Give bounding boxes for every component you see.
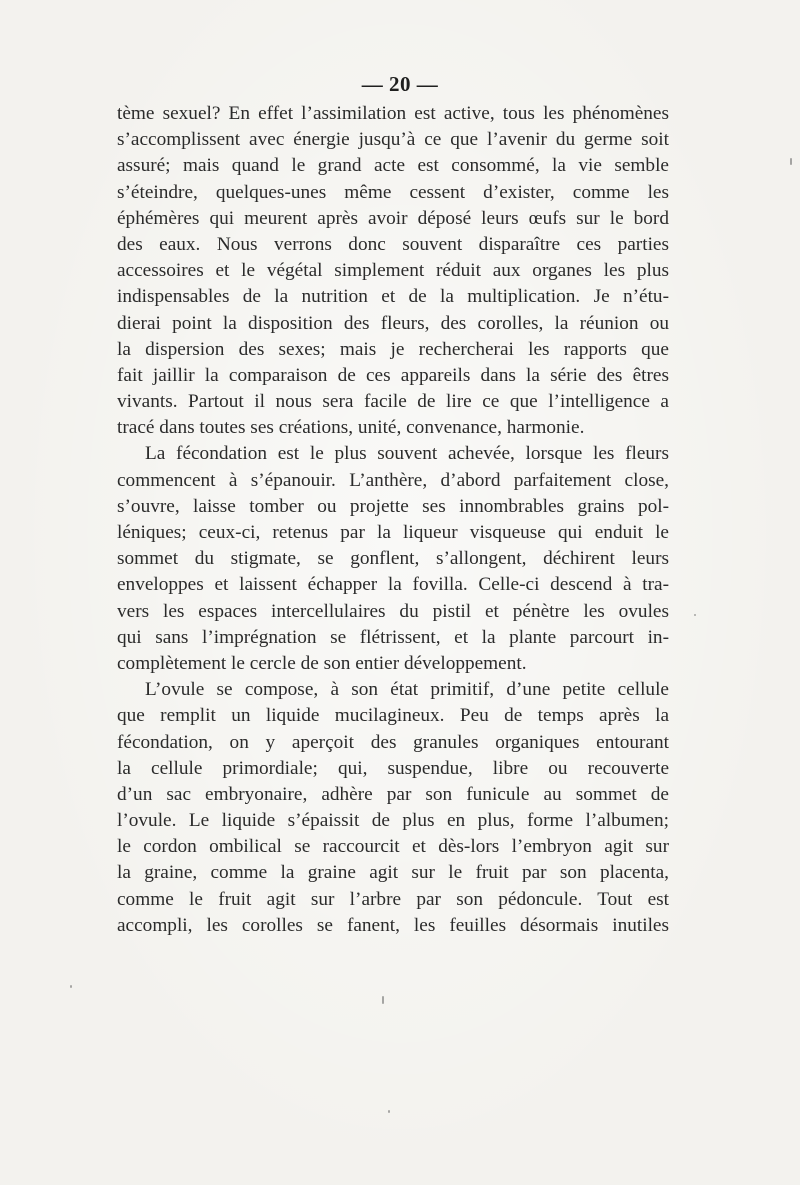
text-line: indispensables de la nutrition et de la multiplication. Je n’étu-	[117, 286, 669, 308]
text-line: la dispersion des sexes; mais je rechercherai les rapports que	[117, 338, 669, 360]
text-line: accompli, les corolles se fanent, les feuilles désormais inutiles	[117, 914, 669, 936]
text-line: l’ovule. Le liquide s’épaissit de plus en plus, forme l’albumen;	[117, 810, 669, 832]
paragraph-start-line: La fécondation est le plus souvent achevée, lorsque les fleurs	[145, 443, 669, 465]
body-text	[117, 101, 669, 939]
text-line: la graine, comme la graine agit sur le fruit par son placenta,	[117, 862, 669, 884]
text-line: s’ouvre, laisse tomber ou projette ses innombrables grains pol-	[117, 495, 669, 517]
paper-speck	[388, 1110, 390, 1113]
text-line: enveloppes et laissent échapper la fovilla. Celle-ci descend à tra-	[117, 574, 669, 596]
paragraph-end-line: complètement le cercle de son entier développement.	[117, 652, 527, 674]
text-line: tème sexuel? En effet l’assimilation est active, tous les phénomènes	[117, 103, 669, 124]
text-line: comme le fruit agit sur l’arbre par son pédoncule. Tout est	[117, 888, 669, 910]
text-line: que remplit un liquide mucilagineux. Peu de temps après la	[117, 705, 669, 727]
text-line: éphémères qui meurent après avoir déposé leurs œufs sur le bord	[117, 207, 669, 229]
text-line: fait jaillir la comparaison de ces appareils dans la série des êtres	[117, 364, 669, 386]
text-line: vers les espaces intercellulaires du pistil et pénètre les ovules	[117, 600, 669, 622]
paper-speck	[694, 614, 696, 616]
text-line: le cordon ombilical se raccourcit et dès-lors l’embryon agit sur	[117, 836, 669, 858]
text-line: d’un sac embryonaire, adhère par son funicule au sommet de	[117, 783, 669, 805]
text-line: qui sans l’imprégnation se flétrissent, et la plante parcourt in-	[117, 626, 669, 648]
text-line: sommet du stigmate, se gonflent, s’allongent, déchirent leurs	[117, 548, 669, 570]
paper-speck	[70, 985, 72, 988]
text-line: des eaux. Nous verrons donc souvent disparaître ces parties	[117, 233, 669, 255]
text-line: assuré; mais quand le grand acte est consommé, la vie semble	[117, 155, 669, 177]
paper-speck	[790, 158, 792, 165]
paragraph-start-line: L’ovule se compose, à son état primitif, d’une petite cellule	[145, 679, 669, 701]
text-line: fécondation, on y aperçoit des granules organiques entourant	[117, 731, 669, 753]
page-number: — 20 —	[361, 72, 439, 96]
text-line: s’accomplissent avec énergie jusqu’à ce que l’avenir du germe soit	[117, 129, 669, 151]
paper-speck	[382, 996, 384, 1004]
text-line: s’éteindre, quelques-unes même cessent d’exister, comme les	[117, 181, 669, 203]
paragraph-end-line: tracé dans toutes ses créations, unité, convenance, harmonie.	[117, 417, 585, 439]
text-line: la cellule primordiale; qui, suspendue, libre ou recouverte	[117, 757, 669, 779]
text-line: léniques; ceux-ci, retenus par la liqueur visqueuse qui enduit le	[117, 522, 669, 543]
text-line: commencent à s’épanouir. L’anthère, d’abord parfaitement close,	[117, 469, 669, 491]
text-line: vivants. Partout il nous sera facile de lire ce que l’intelligence a	[117, 391, 669, 413]
text-line: dierai point la disposition des fleurs, des corolles, la réunion ou	[117, 312, 669, 334]
text-line: accessoires et le végétal simplement réduit aux organes les plus	[117, 260, 669, 282]
